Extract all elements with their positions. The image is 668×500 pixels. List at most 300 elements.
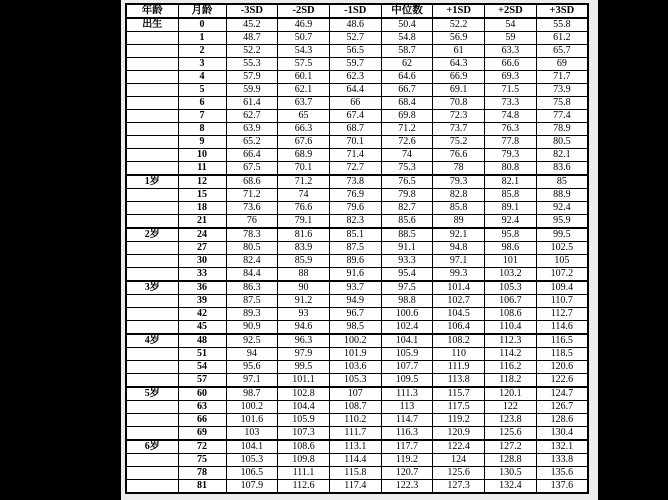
table-row <box>126 202 588 215</box>
value-cell: 123.8 <box>485 414 537 427</box>
value-cell: 88 <box>278 268 330 282</box>
value-cell: 102.8 <box>278 387 330 401</box>
value-cell: 73.3 <box>485 97 537 110</box>
value-cell: 114.7 <box>381 414 433 427</box>
table-row <box>126 440 588 454</box>
value-cell: 102.4 <box>381 321 433 335</box>
value-cell: 91.6 <box>329 268 381 282</box>
value-cell: 98.6 <box>485 242 537 255</box>
table-row <box>126 110 588 123</box>
value-cell: 99.5 <box>278 361 330 374</box>
month-cell: 51 <box>178 348 226 361</box>
month-cell: 12 <box>178 175 226 189</box>
age-cell <box>126 414 178 427</box>
value-cell: 97.1 <box>226 374 278 388</box>
value-cell: 101.4 <box>433 281 485 295</box>
value-cell: 109.4 <box>536 281 588 295</box>
age-cell <box>126 467 178 480</box>
table-row <box>126 123 588 136</box>
value-cell: 132.1 <box>536 440 588 454</box>
value-cell: 78.3 <box>226 228 278 242</box>
value-cell: 97.9 <box>278 348 330 361</box>
value-cell: 66.3 <box>278 123 330 136</box>
value-cell: 81.6 <box>278 228 330 242</box>
document-area <box>121 0 598 500</box>
value-cell: 87.5 <box>226 295 278 308</box>
value-cell: 78 <box>433 162 485 176</box>
value-cell: 111.3 <box>381 387 433 401</box>
table-row <box>126 97 588 110</box>
value-cell: 79.8 <box>381 189 433 202</box>
table-row <box>126 321 588 335</box>
age-cell <box>126 348 178 361</box>
value-cell: 98.7 <box>226 387 278 401</box>
value-cell: 76.9 <box>329 189 381 202</box>
value-cell: 79.3 <box>433 175 485 189</box>
value-cell: 79.1 <box>278 215 330 229</box>
age-cell: 3岁 <box>126 281 178 295</box>
month-cell: 2 <box>178 45 226 58</box>
value-cell: 65.2 <box>226 136 278 149</box>
value-cell: 115.7 <box>433 387 485 401</box>
table-row <box>126 334 588 348</box>
table-row <box>126 162 588 176</box>
value-cell: 106.4 <box>433 321 485 335</box>
month-cell: 15 <box>178 189 226 202</box>
value-cell: 98.5 <box>329 321 381 335</box>
value-cell: 103.2 <box>485 268 537 282</box>
value-cell: 71.5 <box>485 84 537 97</box>
age-cell: 2岁 <box>126 228 178 242</box>
value-cell: 119.2 <box>381 454 433 467</box>
value-cell: 85 <box>536 175 588 189</box>
value-cell: 110.7 <box>536 295 588 308</box>
value-cell: 89.1 <box>485 202 537 215</box>
age-cell <box>126 202 178 215</box>
month-cell: 8 <box>178 123 226 136</box>
value-cell: 100.6 <box>381 308 433 321</box>
value-cell: 73.6 <box>226 202 278 215</box>
value-cell: 114.4 <box>329 454 381 467</box>
table-row <box>126 295 588 308</box>
value-cell: 125.6 <box>485 427 537 441</box>
value-cell: 89.6 <box>329 255 381 268</box>
value-cell: 75.3 <box>381 162 433 176</box>
value-cell: 82.1 <box>485 175 537 189</box>
value-cell: 45.2 <box>226 18 278 32</box>
value-cell: 66.9 <box>433 71 485 84</box>
value-cell: 48.7 <box>226 32 278 45</box>
value-cell: 124 <box>433 454 485 467</box>
value-cell: 133.8 <box>536 454 588 467</box>
value-cell: 85.1 <box>329 228 381 242</box>
age-cell <box>126 32 178 45</box>
month-cell: 48 <box>178 334 226 348</box>
table-row <box>126 480 588 494</box>
value-cell: 112.3 <box>485 334 537 348</box>
value-cell: 107 <box>329 387 381 401</box>
value-cell: 71.2 <box>226 189 278 202</box>
header-median: 中位数 <box>381 4 433 18</box>
value-cell: 72.3 <box>433 110 485 123</box>
table-row <box>126 84 588 97</box>
header-plus2sd: +2SD <box>485 4 537 18</box>
month-cell: 0 <box>178 18 226 32</box>
value-cell: 111.9 <box>433 361 485 374</box>
value-cell: 82.1 <box>536 149 588 162</box>
value-cell: 110.2 <box>329 414 381 427</box>
age-cell <box>126 215 178 229</box>
month-cell: 10 <box>178 149 226 162</box>
table-row <box>126 454 588 467</box>
month-cell: 24 <box>178 228 226 242</box>
month-cell: 11 <box>178 162 226 176</box>
value-cell: 69.1 <box>433 84 485 97</box>
value-cell: 85.6 <box>381 215 433 229</box>
value-cell: 118.2 <box>485 374 537 388</box>
value-cell: 92.4 <box>536 202 588 215</box>
value-cell: 96.3 <box>278 334 330 348</box>
value-cell: 111.7 <box>329 427 381 441</box>
value-cell: 59.7 <box>329 58 381 71</box>
value-cell: 66.4 <box>226 149 278 162</box>
value-cell: 61 <box>433 45 485 58</box>
value-cell: 70.1 <box>278 162 330 176</box>
value-cell: 128.6 <box>536 414 588 427</box>
value-cell: 56.5 <box>329 45 381 58</box>
table-row <box>126 136 588 149</box>
header-minus3sd: -3SD <box>226 4 278 18</box>
value-cell: 99.3 <box>433 268 485 282</box>
value-cell: 91.2 <box>278 295 330 308</box>
value-cell: 73.9 <box>536 84 588 97</box>
value-cell: 94.6 <box>278 321 330 335</box>
value-cell: 105.3 <box>329 374 381 388</box>
value-cell: 72.7 <box>329 162 381 176</box>
value-cell: 90 <box>278 281 330 295</box>
value-cell: 74.8 <box>485 110 537 123</box>
value-cell: 46.9 <box>278 18 330 32</box>
value-cell: 122 <box>485 401 537 414</box>
value-cell: 103.6 <box>329 361 381 374</box>
value-cell: 110.4 <box>485 321 537 335</box>
age-cell <box>126 427 178 441</box>
value-cell: 52.2 <box>433 18 485 32</box>
value-cell: 69 <box>536 58 588 71</box>
value-cell: 80.5 <box>226 242 278 255</box>
value-cell: 71.4 <box>329 149 381 162</box>
header-month: 月龄 <box>178 4 226 18</box>
age-cell <box>126 97 178 110</box>
value-cell: 91.1 <box>381 242 433 255</box>
value-cell: 110 <box>433 348 485 361</box>
age-cell <box>126 308 178 321</box>
value-cell: 82.7 <box>381 202 433 215</box>
value-cell: 97.5 <box>381 281 433 295</box>
value-cell: 108.7 <box>329 401 381 414</box>
value-cell: 100.2 <box>329 334 381 348</box>
value-cell: 85.9 <box>278 255 330 268</box>
value-cell: 71.2 <box>381 123 433 136</box>
value-cell: 104.4 <box>278 401 330 414</box>
month-cell: 66 <box>178 414 226 427</box>
value-cell: 79.6 <box>329 202 381 215</box>
value-cell: 67.5 <box>226 162 278 176</box>
value-cell: 108.6 <box>278 440 330 454</box>
value-cell: 101 <box>485 255 537 268</box>
value-cell: 119.2 <box>433 414 485 427</box>
month-cell: 45 <box>178 321 226 335</box>
value-cell: 105.9 <box>278 414 330 427</box>
value-cell: 118.5 <box>536 348 588 361</box>
value-cell: 60.1 <box>278 71 330 84</box>
month-cell: 21 <box>178 215 226 229</box>
value-cell: 74 <box>278 189 330 202</box>
value-cell: 92.5 <box>226 334 278 348</box>
value-cell: 105 <box>536 255 588 268</box>
value-cell: 102.5 <box>536 242 588 255</box>
value-cell: 59 <box>485 32 537 45</box>
age-cell <box>126 374 178 388</box>
value-cell: 85.8 <box>485 189 537 202</box>
table-row <box>126 361 588 374</box>
value-cell: 94 <box>226 348 278 361</box>
value-cell: 132.4 <box>485 480 537 494</box>
value-cell: 108.2 <box>433 334 485 348</box>
value-cell: 109.5 <box>381 374 433 388</box>
value-cell: 135.6 <box>536 467 588 480</box>
table-row <box>126 32 588 45</box>
age-cell: 4岁 <box>126 334 178 348</box>
value-cell: 80.8 <box>485 162 537 176</box>
value-cell: 95.9 <box>536 215 588 229</box>
value-cell: 113.8 <box>433 374 485 388</box>
value-cell: 90.9 <box>226 321 278 335</box>
value-cell: 79.3 <box>485 149 537 162</box>
value-cell: 112.7 <box>536 308 588 321</box>
value-cell: 97.1 <box>433 255 485 268</box>
table-row <box>126 268 588 282</box>
value-cell: 111.1 <box>278 467 330 480</box>
age-cell <box>126 480 178 494</box>
value-cell: 83.9 <box>278 242 330 255</box>
header-plus3sd: +3SD <box>536 4 588 18</box>
month-cell: 57 <box>178 374 226 388</box>
age-cell <box>126 268 178 282</box>
value-cell: 94.9 <box>329 295 381 308</box>
value-cell: 82.4 <box>226 255 278 268</box>
value-cell: 116.5 <box>536 334 588 348</box>
value-cell: 52.7 <box>329 32 381 45</box>
age-cell <box>126 162 178 176</box>
month-cell: 63 <box>178 401 226 414</box>
value-cell: 137.6 <box>536 480 588 494</box>
header-plus1sd: +1SD <box>433 4 485 18</box>
value-cell: 54 <box>485 18 537 32</box>
value-cell: 126.7 <box>536 401 588 414</box>
value-cell: 66.7 <box>381 84 433 97</box>
value-cell: 95.4 <box>381 268 433 282</box>
value-cell: 54.3 <box>278 45 330 58</box>
value-cell: 50.4 <box>381 18 433 32</box>
month-cell: 42 <box>178 308 226 321</box>
value-cell: 76.3 <box>485 123 537 136</box>
value-cell: 127.2 <box>485 440 537 454</box>
value-cell: 58.7 <box>381 45 433 58</box>
month-cell: 72 <box>178 440 226 454</box>
month-cell: 30 <box>178 255 226 268</box>
month-cell: 54 <box>178 361 226 374</box>
age-cell: 6岁 <box>126 440 178 454</box>
age-cell <box>126 136 178 149</box>
value-cell: 92.4 <box>485 215 537 229</box>
value-cell: 93.7 <box>329 281 381 295</box>
value-cell: 72.6 <box>381 136 433 149</box>
value-cell: 67.4 <box>329 110 381 123</box>
value-cell: 65.7 <box>536 45 588 58</box>
value-cell: 68.6 <box>226 175 278 189</box>
month-cell: 3 <box>178 58 226 71</box>
value-cell: 104.5 <box>433 308 485 321</box>
month-cell: 81 <box>178 480 226 494</box>
value-cell: 95.8 <box>485 228 537 242</box>
value-cell: 102.7 <box>433 295 485 308</box>
value-cell: 55.8 <box>536 18 588 32</box>
table-row <box>126 281 588 295</box>
table-row <box>126 427 588 441</box>
value-cell: 57.5 <box>278 58 330 71</box>
age-cell: 出生 <box>126 18 178 32</box>
value-cell: 80.5 <box>536 136 588 149</box>
value-cell: 87.5 <box>329 242 381 255</box>
age-cell <box>126 255 178 268</box>
value-cell: 125.6 <box>433 467 485 480</box>
month-cell: 39 <box>178 295 226 308</box>
value-cell: 113 <box>381 401 433 414</box>
value-cell: 62.1 <box>278 84 330 97</box>
month-cell: 5 <box>178 84 226 97</box>
table-row <box>126 215 588 229</box>
value-cell: 107.3 <box>278 427 330 441</box>
value-cell: 62 <box>381 58 433 71</box>
value-cell: 63.7 <box>278 97 330 110</box>
month-cell: 27 <box>178 242 226 255</box>
value-cell: 117.5 <box>433 401 485 414</box>
age-cell <box>126 110 178 123</box>
table-header <box>126 4 588 18</box>
value-cell: 82.3 <box>329 215 381 229</box>
value-cell: 64.4 <box>329 84 381 97</box>
value-cell: 64.3 <box>433 58 485 71</box>
age-cell <box>126 454 178 467</box>
age-cell <box>126 295 178 308</box>
value-cell: 117.4 <box>329 480 381 494</box>
month-cell: 36 <box>178 281 226 295</box>
value-cell: 93 <box>278 308 330 321</box>
table-row <box>126 308 588 321</box>
month-cell: 6 <box>178 97 226 110</box>
age-cell <box>126 149 178 162</box>
table-row <box>126 348 588 361</box>
value-cell: 82.8 <box>433 189 485 202</box>
table-row <box>126 18 588 32</box>
value-cell: 68.7 <box>329 123 381 136</box>
value-cell: 57.9 <box>226 71 278 84</box>
value-cell: 106.7 <box>485 295 537 308</box>
age-cell <box>126 242 178 255</box>
value-cell: 96.7 <box>329 308 381 321</box>
month-cell: 1 <box>178 32 226 45</box>
month-cell: 4 <box>178 71 226 84</box>
value-cell: 74 <box>381 149 433 162</box>
value-cell: 63.3 <box>485 45 537 58</box>
value-cell: 62.3 <box>329 71 381 84</box>
table-row <box>126 387 588 401</box>
value-cell: 68.9 <box>278 149 330 162</box>
value-cell: 103 <box>226 427 278 441</box>
age-cell <box>126 71 178 84</box>
table-body <box>126 18 588 493</box>
age-cell <box>126 401 178 414</box>
value-cell: 50.7 <box>278 32 330 45</box>
value-cell: 56.9 <box>433 32 485 45</box>
value-cell: 116.3 <box>381 427 433 441</box>
month-cell: 69 <box>178 427 226 441</box>
month-cell: 75 <box>178 454 226 467</box>
value-cell: 101.9 <box>329 348 381 361</box>
growth-standard-table <box>125 3 589 494</box>
table-row <box>126 58 588 71</box>
value-cell: 115.8 <box>329 467 381 480</box>
value-cell: 120.6 <box>536 361 588 374</box>
value-cell: 76.6 <box>278 202 330 215</box>
table-row <box>126 255 588 268</box>
value-cell: 105.3 <box>485 281 537 295</box>
value-cell: 109.8 <box>278 454 330 467</box>
header-age: 年龄 <box>126 4 178 18</box>
table-row <box>126 228 588 242</box>
value-cell: 77.8 <box>485 136 537 149</box>
value-cell: 101.6 <box>226 414 278 427</box>
table-row <box>126 71 588 84</box>
value-cell: 99.5 <box>536 228 588 242</box>
value-cell: 107.7 <box>381 361 433 374</box>
value-cell: 70.1 <box>329 136 381 149</box>
header-row <box>126 4 588 18</box>
value-cell: 128.8 <box>485 454 537 467</box>
value-cell: 86.3 <box>226 281 278 295</box>
value-cell: 55.3 <box>226 58 278 71</box>
value-cell: 114.6 <box>536 321 588 335</box>
value-cell: 130.4 <box>536 427 588 441</box>
age-cell <box>126 361 178 374</box>
age-cell <box>126 321 178 335</box>
value-cell: 104.1 <box>226 440 278 454</box>
value-cell: 88.5 <box>381 228 433 242</box>
value-cell: 64.6 <box>381 71 433 84</box>
value-cell: 100.2 <box>226 401 278 414</box>
value-cell: 84.4 <box>226 268 278 282</box>
value-cell: 105.9 <box>381 348 433 361</box>
value-cell: 59.9 <box>226 84 278 97</box>
value-cell: 75.2 <box>433 136 485 149</box>
value-cell: 107.9 <box>226 480 278 494</box>
value-cell: 65 <box>278 110 330 123</box>
value-cell: 78.9 <box>536 123 588 136</box>
month-cell: 78 <box>178 467 226 480</box>
value-cell: 85.8 <box>433 202 485 215</box>
value-cell: 92.1 <box>433 228 485 242</box>
